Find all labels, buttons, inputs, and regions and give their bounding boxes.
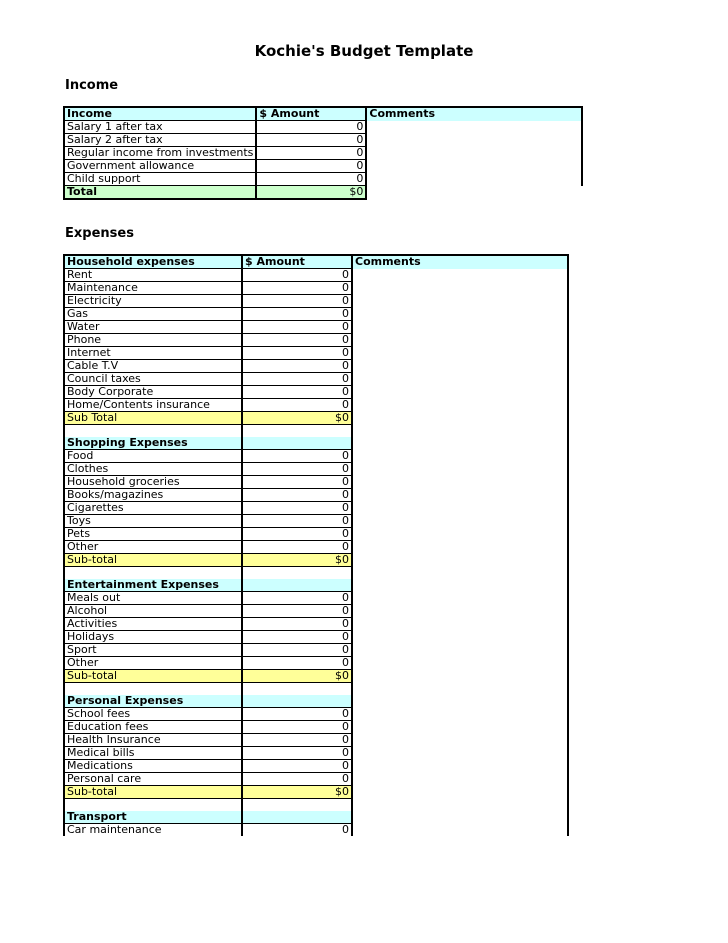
amount-cell bbox=[242, 567, 352, 580]
category-header-row bbox=[64, 437, 568, 450]
amount-cell[interactable]: 0 bbox=[256, 160, 366, 173]
line-item-row bbox=[64, 528, 568, 541]
line-item-label: Meals out bbox=[64, 592, 242, 605]
line-item-label: Body Corporate bbox=[64, 386, 242, 399]
amount-cell[interactable]: 0 bbox=[242, 657, 352, 670]
comment-cell[interactable] bbox=[352, 463, 568, 476]
line-item-label: Car maintenance bbox=[64, 824, 242, 837]
comment-cell[interactable] bbox=[352, 734, 568, 747]
line-item-row bbox=[64, 321, 568, 334]
subtotal-label: Sub-total bbox=[64, 670, 242, 683]
comment-cell[interactable] bbox=[352, 747, 568, 760]
page-title: Kochie's Budget Template bbox=[254, 42, 474, 60]
line-item-row bbox=[64, 147, 582, 160]
line-item-label: Gas bbox=[64, 308, 242, 321]
spacer-cell bbox=[64, 567, 242, 580]
spacer-cell bbox=[64, 425, 242, 438]
amount-cell[interactable]: 0 bbox=[242, 476, 352, 489]
line-item-row bbox=[64, 463, 568, 476]
amount-cell[interactable]: 0 bbox=[242, 502, 352, 515]
line-item-label: Holidays bbox=[64, 631, 242, 644]
line-item-row bbox=[64, 721, 568, 734]
amount-cell[interactable]: 0 bbox=[242, 708, 352, 721]
comment-cell[interactable] bbox=[366, 121, 582, 134]
amount-cell[interactable]: 0 bbox=[242, 373, 352, 386]
spacer-cell bbox=[64, 683, 242, 696]
amount-cell bbox=[242, 683, 352, 696]
line-item-row bbox=[64, 121, 582, 134]
comment-cell bbox=[352, 567, 568, 580]
income-header-amount: $ Amount bbox=[256, 107, 366, 121]
income-total-row bbox=[64, 186, 582, 200]
line-item-row bbox=[64, 160, 582, 173]
amount-cell[interactable]: 0 bbox=[242, 463, 352, 476]
subtotal-amount[interactable]: $0 bbox=[242, 412, 352, 425]
category-label: Personal Expenses bbox=[64, 695, 242, 708]
line-item-label: Regular income from investments bbox=[64, 147, 256, 160]
category-label: Shopping Expenses bbox=[64, 437, 242, 450]
income-header-comments: Comments bbox=[366, 107, 582, 121]
comment-cell bbox=[352, 670, 568, 683]
line-item-row bbox=[64, 734, 568, 747]
comment-cell[interactable] bbox=[352, 334, 568, 347]
comment-cell[interactable] bbox=[352, 760, 568, 773]
amount-cell bbox=[242, 579, 352, 592]
expenses-heading: Expenses bbox=[65, 226, 134, 241]
section-header-row bbox=[64, 255, 568, 269]
category-label: Entertainment Expenses bbox=[64, 579, 242, 592]
line-item-row bbox=[64, 631, 568, 644]
amount-cell[interactable]: 0 bbox=[256, 121, 366, 134]
line-item-row bbox=[64, 747, 568, 760]
line-item-label: Clothes bbox=[64, 463, 242, 476]
comment-cell[interactable] bbox=[366, 173, 582, 186]
amount-cell[interactable]: 0 bbox=[242, 824, 352, 837]
comment-cell[interactable] bbox=[352, 360, 568, 373]
line-item-row bbox=[64, 295, 568, 308]
comment-cell[interactable] bbox=[352, 373, 568, 386]
category-label: Transport bbox=[64, 811, 242, 824]
comment-cell bbox=[352, 683, 568, 696]
income-total-label: Total bbox=[64, 186, 256, 200]
comment-cell[interactable] bbox=[352, 476, 568, 489]
amount-cell[interactable]: 0 bbox=[242, 734, 352, 747]
line-item-label: Household groceries bbox=[64, 476, 242, 489]
line-item-label: Salary 1 after tax bbox=[64, 121, 256, 134]
subtotal-label: Sub-total bbox=[64, 554, 242, 567]
comment-cell[interactable] bbox=[352, 282, 568, 295]
amount-cell[interactable]: 0 bbox=[242, 760, 352, 773]
spacer-row bbox=[64, 567, 568, 580]
line-item-label: Maintenance bbox=[64, 282, 242, 295]
comment-cell bbox=[352, 425, 568, 438]
category-label: Household expenses bbox=[64, 255, 242, 269]
line-item-label: School fees bbox=[64, 708, 242, 721]
amount-cell[interactable]: 0 bbox=[242, 386, 352, 399]
line-item-row bbox=[64, 450, 568, 463]
comment-cell[interactable] bbox=[352, 399, 568, 412]
line-item-row bbox=[64, 386, 568, 399]
line-item-row bbox=[64, 347, 568, 360]
amount-cell[interactable]: 0 bbox=[242, 592, 352, 605]
comment-cell[interactable] bbox=[352, 708, 568, 721]
income-rows bbox=[64, 121, 582, 186]
subtotal-row bbox=[64, 786, 568, 799]
subtotal-row bbox=[64, 554, 568, 567]
line-item-label: Rent bbox=[64, 269, 242, 282]
income-header-label: Income bbox=[64, 107, 256, 121]
comment-cell[interactable] bbox=[366, 134, 582, 147]
amount-cell[interactable]: 0 bbox=[242, 773, 352, 786]
amount-cell bbox=[242, 425, 352, 438]
line-item-label: Medical bills bbox=[64, 747, 242, 760]
expenses-table bbox=[63, 254, 569, 836]
expense-rows bbox=[64, 255, 568, 836]
line-item-label: Sport bbox=[64, 644, 242, 657]
comment-cell[interactable] bbox=[352, 631, 568, 644]
comment-cell bbox=[352, 786, 568, 799]
amount-cell[interactable]: 0 bbox=[242, 399, 352, 412]
amount-cell[interactable]: 0 bbox=[242, 321, 352, 334]
subtotal-row bbox=[64, 412, 568, 425]
income-total-comment bbox=[366, 186, 582, 200]
comment-cell[interactable] bbox=[352, 592, 568, 605]
line-item-label: Medications bbox=[64, 760, 242, 773]
line-item-row bbox=[64, 708, 568, 721]
line-item-label: Government allowance bbox=[64, 160, 256, 173]
spacer-cell bbox=[64, 799, 242, 812]
amount-cell[interactable]: 0 bbox=[242, 334, 352, 347]
comment-cell[interactable] bbox=[352, 308, 568, 321]
amount-cell[interactable]: 0 bbox=[242, 528, 352, 541]
line-item-label: Electricity bbox=[64, 295, 242, 308]
amount-cell[interactable]: 0 bbox=[242, 450, 352, 463]
amount-cell bbox=[242, 811, 352, 824]
comment-cell[interactable] bbox=[352, 269, 568, 282]
amount-cell[interactable]: 0 bbox=[242, 347, 352, 360]
line-item-row bbox=[64, 399, 568, 412]
amount-cell bbox=[242, 695, 352, 708]
line-item-label: Cable T.V bbox=[64, 360, 242, 373]
subtotal-label: Sub-total bbox=[64, 786, 242, 799]
line-item-row bbox=[64, 605, 568, 618]
line-item-label: Salary 2 after tax bbox=[64, 134, 256, 147]
line-item-row bbox=[64, 502, 568, 515]
line-item-label: Toys bbox=[64, 515, 242, 528]
line-item-label: Council taxes bbox=[64, 373, 242, 386]
line-item-label: Alcohol bbox=[64, 605, 242, 618]
amount-cell[interactable]: 0 bbox=[242, 605, 352, 618]
amount-cell[interactable]: 0 bbox=[242, 541, 352, 554]
category-header-row bbox=[64, 695, 568, 708]
amount-cell[interactable]: 0 bbox=[242, 631, 352, 644]
amount-cell bbox=[242, 799, 352, 812]
line-item-label: Education fees bbox=[64, 721, 242, 734]
comment-cell[interactable] bbox=[352, 450, 568, 463]
comment-cell[interactable] bbox=[352, 386, 568, 399]
line-item-row bbox=[64, 644, 568, 657]
line-item-row bbox=[64, 282, 568, 295]
amount-cell[interactable]: 0 bbox=[242, 618, 352, 631]
line-item-label: Personal care bbox=[64, 773, 242, 786]
category-header-row bbox=[64, 579, 568, 592]
line-item-row bbox=[64, 489, 568, 502]
line-item-label: Pets bbox=[64, 528, 242, 541]
spacer-row bbox=[64, 799, 568, 812]
comment-cell bbox=[352, 695, 568, 708]
comment-cell[interactable] bbox=[352, 489, 568, 502]
line-item-row bbox=[64, 773, 568, 786]
comment-cell[interactable] bbox=[352, 515, 568, 528]
line-item-row bbox=[64, 515, 568, 528]
subtotal-row bbox=[64, 670, 568, 683]
income-table bbox=[63, 106, 583, 200]
amount-cell[interactable]: 0 bbox=[242, 644, 352, 657]
comment-cell[interactable] bbox=[352, 321, 568, 334]
line-item-row bbox=[64, 541, 568, 554]
comment-cell[interactable] bbox=[352, 541, 568, 554]
comment-cell[interactable] bbox=[352, 295, 568, 308]
amount-cell[interactable]: 0 bbox=[242, 308, 352, 321]
subtotal-amount[interactable]: $0 bbox=[242, 786, 352, 799]
spacer-row bbox=[64, 683, 568, 696]
income-total-amount[interactable]: $0 bbox=[256, 186, 366, 200]
amount-cell[interactable]: 0 bbox=[242, 269, 352, 282]
comment-cell bbox=[352, 811, 568, 824]
line-item-label: Food bbox=[64, 450, 242, 463]
comment-cell[interactable] bbox=[352, 644, 568, 657]
comment-cell[interactable] bbox=[352, 502, 568, 515]
income-header-row bbox=[64, 107, 582, 121]
amount-cell[interactable]: 0 bbox=[242, 721, 352, 734]
amount-cell[interactable]: 0 bbox=[242, 282, 352, 295]
line-item-label: Health Insurance bbox=[64, 734, 242, 747]
line-item-row bbox=[64, 618, 568, 631]
amount-cell bbox=[242, 437, 352, 450]
amount-header: $ Amount bbox=[242, 255, 352, 269]
comment-cell bbox=[352, 579, 568, 592]
comment-cell[interactable] bbox=[352, 347, 568, 360]
line-item-label: Other bbox=[64, 541, 242, 554]
line-item-row bbox=[64, 373, 568, 386]
comment-cell bbox=[352, 799, 568, 812]
line-item-row bbox=[64, 476, 568, 489]
comment-cell[interactable] bbox=[352, 618, 568, 631]
comments-header: Comments bbox=[352, 255, 568, 269]
line-item-row bbox=[64, 657, 568, 670]
line-item-label: Other bbox=[64, 657, 242, 670]
amount-cell[interactable]: 0 bbox=[256, 173, 366, 186]
line-item-row bbox=[64, 173, 582, 186]
line-item-row bbox=[64, 592, 568, 605]
line-item-row bbox=[64, 269, 568, 282]
line-item-label: Home/Contents insurance bbox=[64, 399, 242, 412]
amount-cell[interactable]: 0 bbox=[242, 747, 352, 760]
amount-cell[interactable]: 0 bbox=[242, 515, 352, 528]
line-item-row bbox=[64, 760, 568, 773]
line-item-row bbox=[64, 134, 582, 147]
comment-cell bbox=[352, 412, 568, 425]
line-item-row bbox=[64, 308, 568, 321]
line-item-label: Cigarettes bbox=[64, 502, 242, 515]
line-item-label: Water bbox=[64, 321, 242, 334]
category-header-row bbox=[64, 811, 568, 824]
amount-cell[interactable]: 0 bbox=[242, 489, 352, 502]
comment-cell[interactable] bbox=[366, 160, 582, 173]
income-heading: Income bbox=[65, 78, 119, 93]
comment-cell bbox=[352, 554, 568, 567]
line-item-row bbox=[64, 824, 568, 837]
amount-cell[interactable]: 0 bbox=[256, 147, 366, 160]
spacer-row bbox=[64, 425, 568, 438]
subtotal-amount[interactable]: $0 bbox=[242, 554, 352, 567]
comment-cell[interactable] bbox=[352, 773, 568, 786]
line-item-row bbox=[64, 334, 568, 347]
comment-cell[interactable] bbox=[352, 721, 568, 734]
comment-cell[interactable] bbox=[352, 528, 568, 541]
amount-cell[interactable]: 0 bbox=[256, 134, 366, 147]
comment-cell[interactable] bbox=[352, 824, 568, 837]
amount-cell[interactable]: 0 bbox=[242, 360, 352, 373]
line-item-label: Child support bbox=[64, 173, 256, 186]
line-item-label: Books/magazines bbox=[64, 489, 242, 502]
amount-cell[interactable]: 0 bbox=[242, 295, 352, 308]
line-item-label: Phone bbox=[64, 334, 242, 347]
subtotal-amount[interactable]: $0 bbox=[242, 670, 352, 683]
comment-cell[interactable] bbox=[352, 605, 568, 618]
line-item-label: Activities bbox=[64, 618, 242, 631]
comment-cell bbox=[352, 437, 568, 450]
comment-cell[interactable] bbox=[352, 657, 568, 670]
comment-cell[interactable] bbox=[366, 147, 582, 160]
line-item-label: Internet bbox=[64, 347, 242, 360]
line-item-row bbox=[64, 360, 568, 373]
subtotal-label: Sub Total bbox=[64, 412, 242, 425]
